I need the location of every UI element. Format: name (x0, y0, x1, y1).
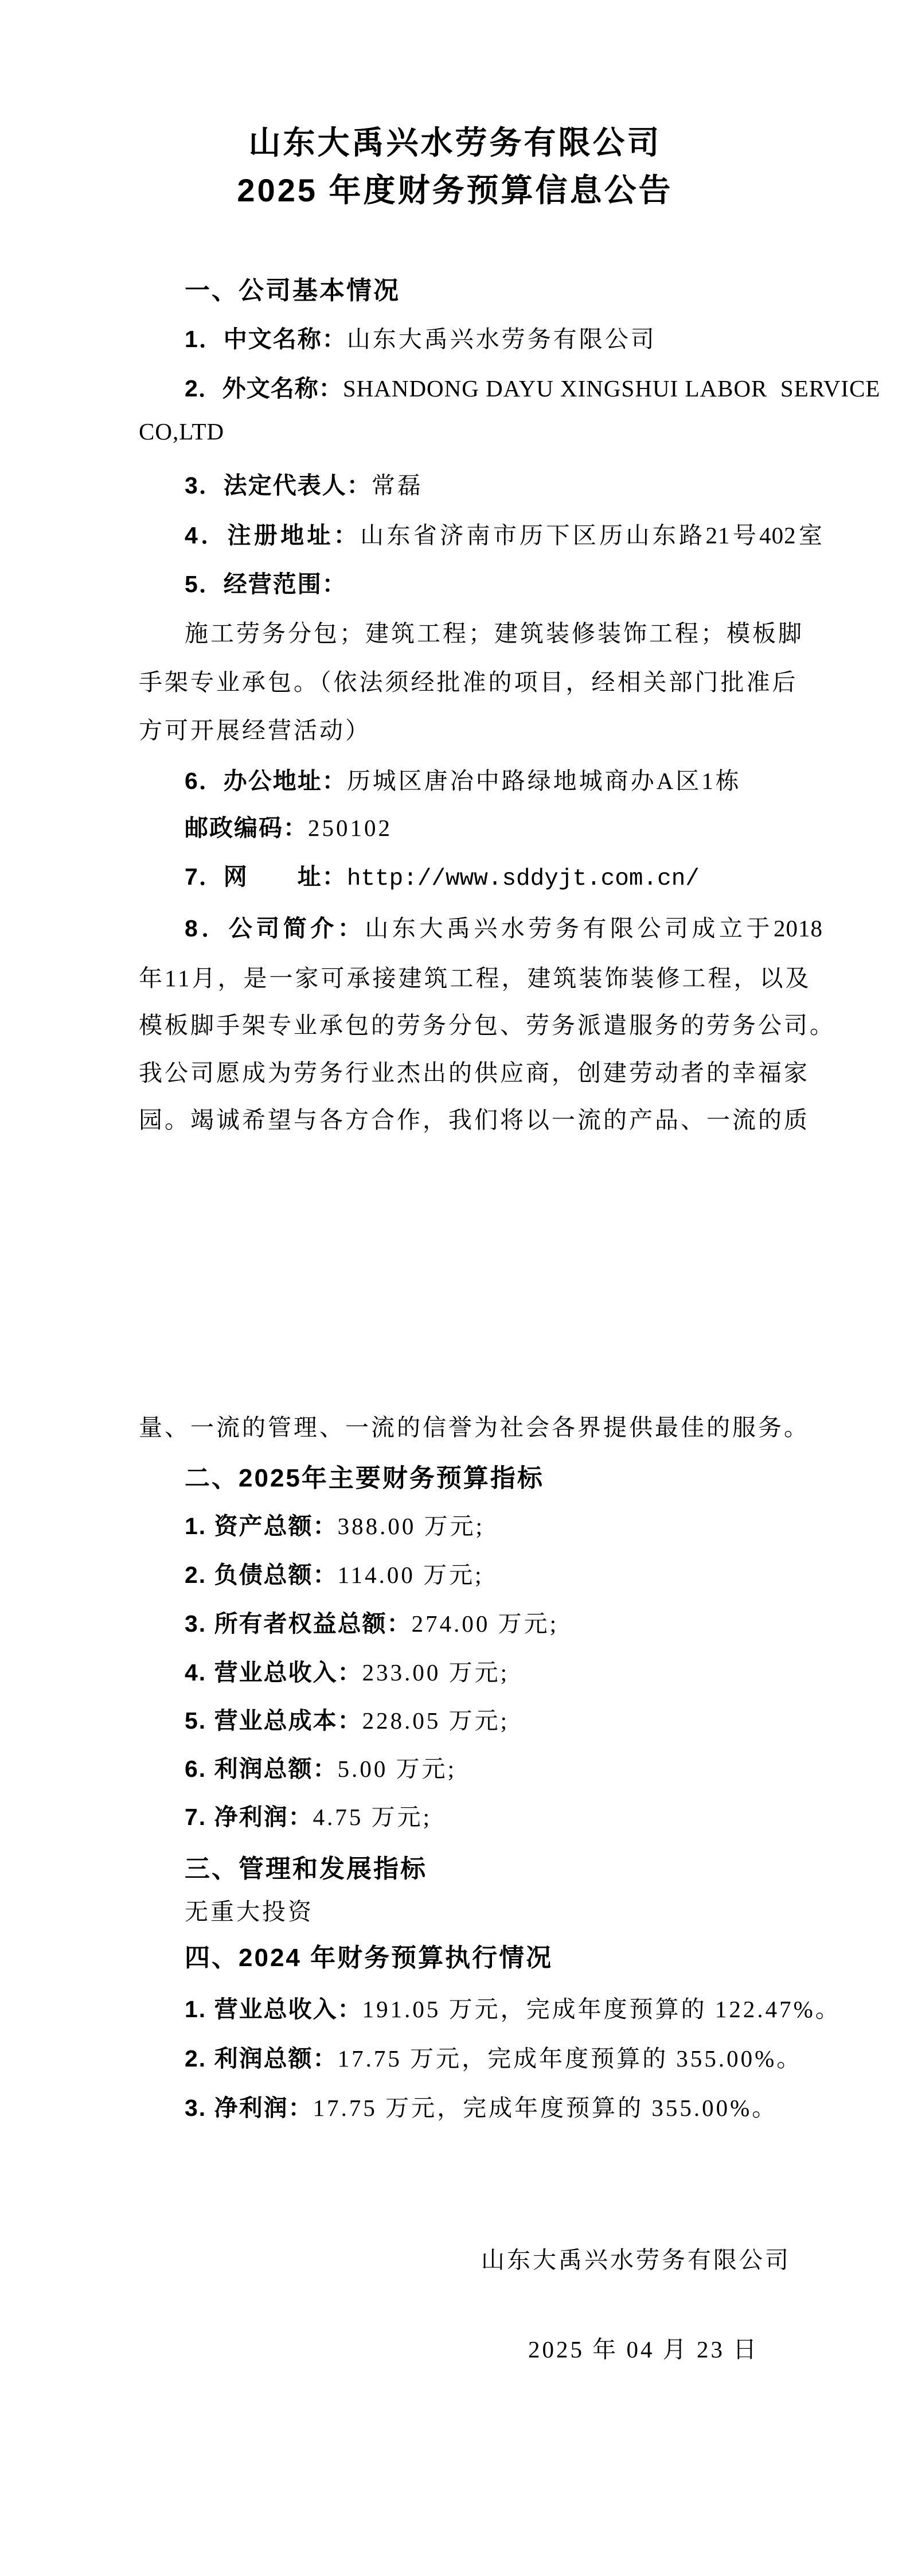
business-scope-line3: 方可开展经营活动） (139, 717, 371, 744)
item-english-name-continuation: CO,LTD (139, 418, 225, 445)
item-website-value: http://www.sddyjt.com.cn/ (346, 866, 700, 892)
execution-total-profit-value: 17.75 万元，完成年度预算的 355.00%。 (337, 2045, 803, 2072)
company-profile-line6: 量、一流的管理、一流的信誉为社会各界提供最佳的服务。 (139, 1414, 810, 1441)
budget-total-profit-label: 6. 利润总额： (185, 1756, 338, 1782)
budget-total-liabilities (185, 1556, 483, 1590)
budget-total-revenue-value: 233.00 万元; (362, 1659, 509, 1686)
budget-total-cost (185, 1702, 509, 1736)
budget-owners-equity-value: 274.00 万元; (411, 1610, 559, 1637)
section3-heading: 三、管理和发展指标 (185, 1855, 427, 1883)
item-postal-code (185, 809, 392, 843)
company-profile-line5: 园。竭诚希望与各方合作，我们将以一流的产品、一流的质 (139, 1107, 810, 1133)
section3-text: 无重大投资 (185, 1898, 314, 1925)
section1-heading: 一、公司基本情况 (185, 277, 400, 305)
item-english-name-label: 2．外文名称： (185, 375, 343, 402)
company-profile-line1: 山东大禹兴水劳务有限公司成立于2018 (365, 915, 823, 941)
budget-total-assets-label: 1. 资产总额： (185, 1513, 338, 1539)
item-english-name (185, 369, 881, 403)
budget-total-profit-value: 5.00 万元; (337, 1756, 456, 1782)
budget-owners-equity-label: 3. 所有者权益总额： (185, 1610, 412, 1637)
item-office-address-label: 6．办公地址： (185, 768, 347, 794)
business-scope-line2: 手架专业承包。（依法须经批准的项目，经相关部门批准后 (139, 669, 798, 695)
item-business-scope-label: 5．经营范围： (185, 571, 347, 597)
item-office-address-value: 历城区唐冶中路绿地城商办A区1栋 (346, 768, 741, 794)
item-company-profile (185, 909, 823, 943)
item-legal-representative-label: 3．法定代表人： (185, 472, 372, 499)
doc-title-line1: 山东大禹兴水劳务有限公司 (248, 124, 662, 161)
item-registered-address-value: 山东省济南市历下区历山东路21号402室 (360, 522, 823, 548)
item-postal-code-value: 250102 (308, 815, 392, 841)
company-profile-line2: 年11月，是一家可承接建筑工程，建筑装饰装修工程，以及 (139, 965, 811, 991)
item-chinese-name-value: 山东大禹兴水劳务有限公司 (346, 326, 657, 352)
budget-total-assets-value: 388.00 万元; (337, 1513, 485, 1539)
budget-net-profit-label: 7. 净利润： (185, 1804, 313, 1830)
item-legal-representative-value: 常磊 (371, 472, 423, 499)
company-profile-line3: 模板脚手架专业承包的劳务分包、劳务派遣服务的劳务公司。 (139, 1012, 835, 1038)
budget-total-profit (185, 1750, 456, 1784)
company-profile-line4: 我公司愿成为劳务行业杰出的供应商，创建劳动者的幸福家 (139, 1060, 810, 1086)
budget-owners-equity (185, 1605, 559, 1639)
item-postal-code-label: 邮政编码： (185, 815, 308, 841)
business-scope-line1: 施工劳务分包；建筑工程；建筑装修装饰工程；模板脚 (185, 620, 804, 647)
budget-total-revenue-label: 4. 营业总收入： (185, 1659, 362, 1686)
execution-total-revenue-label: 1. 营业总收入： (185, 1996, 362, 2022)
item-english-name-value: SHANDONG DAYU XINGSHUI LABOR SERVICE (342, 375, 881, 402)
item-registered-address-label: 4．注册地址： (185, 522, 361, 548)
execution-net-profit-label: 3. 净利润： (185, 2095, 313, 2121)
execution-total-profit-label: 2. 利润总额： (185, 2045, 338, 2072)
budget-total-liabilities-label: 2. 负债总额： (185, 1562, 338, 1588)
budget-net-profit-value: 4.75 万元; (313, 1804, 432, 1830)
item-legal-representative (185, 466, 423, 500)
item-website (185, 858, 700, 892)
section4-heading: 四、2024 年财务预算执行情况 (185, 1944, 553, 1972)
budget-total-liabilities-value: 114.00 万元; (337, 1562, 484, 1588)
execution-net-profit-value: 17.75 万元，完成年度预算的 355.00%。 (313, 2095, 778, 2121)
budget-total-assets (185, 1507, 485, 1541)
item-office-address (185, 762, 741, 796)
section2-heading: 二、2025年主要财务预算指标 (185, 1464, 544, 1492)
execution-net-profit (185, 2089, 778, 2123)
item-company-profile-label: 8．公司简介： (185, 915, 365, 941)
item-business-scope (185, 565, 347, 599)
signature-date: 2025 年 04 月 23 日 (528, 2336, 759, 2363)
item-chinese-name (185, 320, 657, 354)
execution-total-profit (185, 2040, 802, 2073)
item-website-label: 7．网 址： (185, 863, 347, 890)
item-chinese-name-label: 1．中文名称： (185, 326, 347, 352)
execution-total-revenue-value: 191.05 万元，完成年度预算的 122.47%。 (362, 1996, 841, 2022)
budget-total-cost-label: 5. 营业总成本： (185, 1707, 362, 1734)
doc-title-line2: 2025 年度财务预算信息公告 (237, 172, 673, 208)
budget-total-cost-value: 228.05 万元; (362, 1707, 509, 1734)
execution-total-revenue (185, 1990, 841, 2024)
item-registered-address (185, 516, 823, 550)
signature-company-name: 山东大禹兴水劳务有限公司 (481, 2247, 791, 2273)
budget-total-revenue (185, 1653, 509, 1687)
budget-net-profit (185, 1798, 432, 1832)
